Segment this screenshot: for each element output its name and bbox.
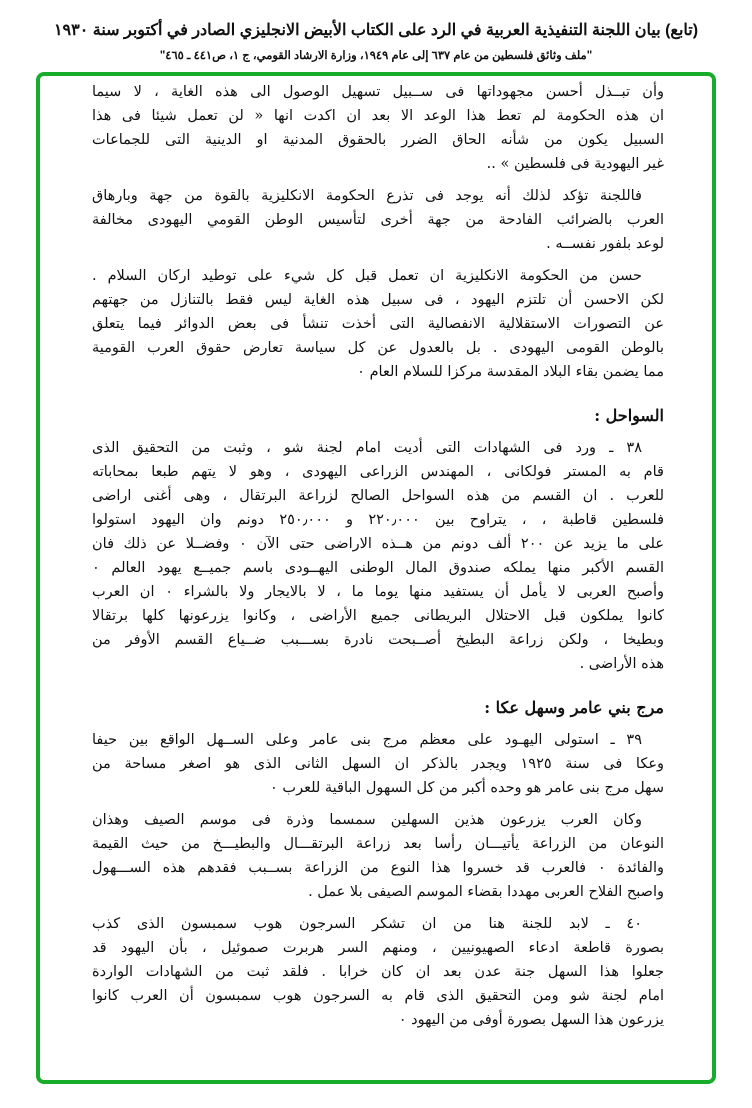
text-line: السبيل يكون من شأنه الحاق الضرر بالحقوق المدنية او الدينية التى للجماعات (92, 132, 664, 148)
text-line: للعرب . ان القسم من هذه السواحل الصالح لزراعة البرتقال ، وهى أغنى اراضى (92, 488, 664, 504)
text-line: ان هذه الحكومة لم تعط هذا الوعد الا بعد ان اكدت انها « لن تعمل شيئا فى هذا (92, 108, 664, 124)
marj-paragraphs (92, 728, 664, 1032)
text-line: غير اليهودية فى فلسطين » .. (486, 156, 664, 172)
coasts-paragraphs (92, 436, 664, 676)
text-line: على ما يزيد عن ٢٠٠ ألف دونم من هــذه الاراضى حتى الآن ٠ وفضــلا عن ذلك فان (92, 536, 664, 552)
text-line: لكن الاحسن أن تلتزم اليهود ، فى سبيل هذه الغاية ليس فقط بالتنازل من جهتهم (92, 292, 664, 308)
text-line: والفائدة ٠ فالعرب قد خسروا هذا النوع من الزراعة بســبب فقدهم هذه الســـهول (92, 860, 664, 876)
text-line: النوعان من الزراعة يأتيـــان رأسا بعد زراعة البرتقـــال والبطيـــخ من حيث القيمة (92, 836, 664, 852)
text-line: امام لجنة شو ومن التحقيق الذى قام به السرجون هوب سمبسون أن العرب كانوا (92, 988, 664, 1004)
text-line: يزرعون هذا السهل بصورة أوفى من اليهود ٠ (398, 1012, 664, 1028)
document-title: (تابع) بيان اللجنة التنفيذية العربية في الرد على الكتاب الأبيض الانجليزي الصادر في أكتوبر سنة ١٩٣٠ (53, 22, 699, 39)
text-line: القسم الأكبر منها يملكه صندوق المال الوطنى اليهــودى باسم جميــع يهود العالم ٠ (92, 560, 664, 576)
text-line: عن التصورات الاستقلالية الانفصالية التى أخذت تنشأ فى بعض الدوائر فيما يتعلق (92, 316, 664, 332)
text-line: وكان العرب يزرعون هذين السهلين سمسما وذرة فى موسم الصيف وهذان (92, 812, 642, 828)
document-source: "ملف وثائق فلسطين من عام ٦٣٧ إلى عام ١٩٤٩، وزارة الارشاد القومي، ج ١، ص٤٤١ ـ ٤٦٥" (159, 50, 593, 62)
text-line: بصورة قاطعة ادعاء الصهيونيين ، ومنهم السر هربرت صموئيل ، بأن اليهود قد (92, 940, 664, 956)
paragraph (92, 728, 664, 800)
text-line: ٣٨ ـ ورد فى الشهادات التى أديت امام لجنة شو ، وثبت من التحقيق الذى (92, 440, 642, 456)
paragraph (92, 264, 664, 384)
text-line: وبطيخا ، ولكن زراعة البطيخ أصــبحت نادرة بســـبب ضــياع القسم الأوفر من (92, 632, 664, 648)
intro-paragraphs (92, 80, 664, 384)
text-line: هذه الأراضى . (579, 656, 664, 672)
text-line: وعكا فى سنة ١٩٢٥ ويجدر بالذكر ان السهل الثانى الذى هو اصغر مساحة من (92, 756, 664, 772)
paragraph (92, 912, 664, 1032)
text-line: فلسطين قاطبة ، ، يتراوح بين ٢٢٠٫٠٠٠ و ٢٥٠٫٠٠٠ دونم وان اليهود استولوا (92, 512, 664, 528)
section-heading-coasts: السواحل : (594, 406, 664, 425)
paragraph (92, 808, 664, 904)
document-header (0, 0, 752, 64)
text-line: العرب بالضرائب الفادحة من جهة أخرى لتأسيس الوطن القومي اليهودى مخالفة (92, 212, 664, 228)
text-line: قام به المستر فولكانى ، المهندس الزراعى اليهودى ، وهو لا يتهم طبعا بمحاباته (92, 464, 664, 480)
text-line: مما يضمن بقاء البلاد المقدسة مركزا للسلام العام ٠ (357, 364, 664, 380)
text-line: لوعد بلفور نفســه . (546, 236, 664, 252)
text-line: ٣٩ ـ استولى اليهـود على معظم مرج بنى عامر وعلى الســهل الواقع بين حيفا (92, 732, 642, 748)
text-line: بالوطن القومى اليهودى . بل بالعدول عن كل سياسة تعارض حقوق العرب القومية (92, 340, 664, 356)
paragraph (92, 436, 664, 676)
text-line: حسن من الحكومة الانكليزية ان تعمل قبل كل شيء على توطيد اركان السلام . (92, 268, 642, 284)
document-body (92, 80, 664, 1032)
text-line: جعلوا هذا السهل جنة عدن بعد ان كان خرابا . فلقد ثبت من الشهادات الواردة (92, 964, 664, 980)
paragraph (92, 184, 664, 256)
text-line: كانوا يملكون قبل الاحتلال البريطانى جميع الأراضى ، وكانوا يزرعونها كلها برتقالا (92, 608, 664, 624)
text-line: وأصبح العربى لا يأمل أن يستفيد منها يوما ما ، لا بالايجار ولا بالشراء ٠ ان العرب (92, 584, 664, 600)
text-line: وأن تبــذل أحسن مجهوداتها فى ســبيل تسهيل الوصول الى هذه الغاية ، لا سيما (92, 84, 664, 100)
text-line: فاللجنة تؤكد لذلك أنه يوجد فى تذرع الحكومة الانكليزية بالقوة من جهة وبارهاق (92, 188, 642, 204)
paragraph (92, 80, 664, 176)
text-line: ٤٠ ـ لابد للجنة هنا من ان تشكر السرجون هوب سمبسون الذى كذب (92, 916, 642, 932)
text-line: واصبح الفلاح العربى مهددا بقضاء الموسم الصيفى بلا عمل . (308, 884, 664, 900)
text-line: سهل مرج بنى عامر هو وحده أكبر من كل السهول الباقية للعرب ٠ (270, 780, 664, 796)
content-frame (36, 72, 716, 1084)
section-heading-marj: مرج بني عامر وسهل عكا : (484, 698, 664, 717)
